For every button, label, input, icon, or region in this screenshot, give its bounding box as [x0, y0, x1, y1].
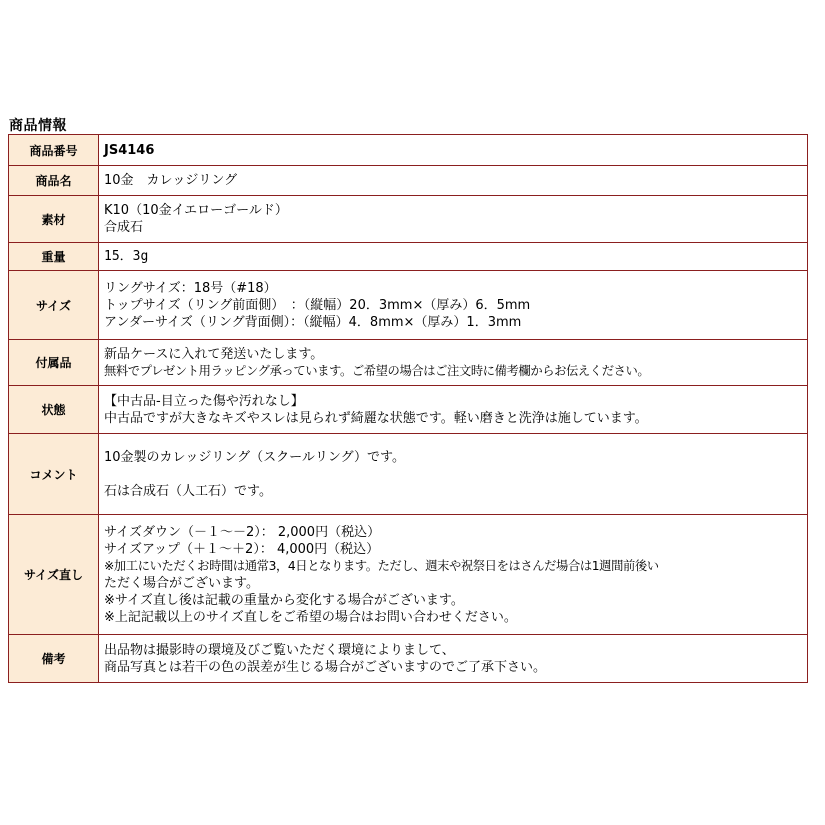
row-label: 重量 [9, 243, 99, 271]
condition-line: 中古品ですが大きなキズやスレは見られず綺麗な状態です。軽い磨きと洗浄は施しています。 [104, 410, 648, 426]
accessories-line: 新品ケースに入れて発送いたします。 [104, 346, 324, 362]
table-row-notes [9, 635, 808, 683]
row-value [99, 515, 808, 635]
row-label: 商品番号 [9, 135, 99, 166]
table-row-accessories [9, 340, 808, 386]
row-label: サイズ直し [9, 515, 99, 635]
blank-line [104, 466, 807, 483]
row-value [99, 166, 808, 196]
row-value [99, 196, 808, 243]
row-value [99, 243, 808, 271]
table-row-material [9, 196, 808, 243]
size-line: トップサイズ（リング前面側） ：（縦幅）20．3mm×（厚み）6．5mm [104, 297, 531, 313]
row-label: 商品名 [9, 166, 99, 196]
resize-line: ※サイズ直し後は記載の重量から変化する場合がございます。 [104, 592, 464, 608]
table-row-resize [9, 515, 808, 635]
row-label: 素材 [9, 196, 99, 243]
row-label: コメント [9, 434, 99, 515]
condition-line: 【中古品-目立った傷や汚れなし】 [104, 393, 304, 409]
weight-value: 15．3g [104, 249, 149, 264]
row-value [99, 635, 808, 683]
comment-line: 石は合成石（人工石）です。 [104, 483, 272, 499]
table-row-size [9, 271, 808, 340]
table-row-item-name [9, 166, 808, 196]
row-label: サイズ [9, 271, 99, 340]
accessories-line: 無料でプレゼント用ラッピング承っています。ご希望の場合はご注文時に備考欄からお伝えください。 [104, 363, 650, 378]
row-value [99, 386, 808, 434]
material-line: K10（10金イエローゴールド） [104, 203, 288, 218]
material-line: 合成石 [104, 220, 144, 235]
size-line: アンダーサイズ（リング背面側）：（縦幅）4．8mm×（厚み）1．3mm [104, 314, 522, 330]
table-row-comment [9, 434, 808, 515]
row-value [99, 135, 808, 166]
item-name-value: 10金 カレッジリング [104, 173, 238, 188]
table-row-condition [9, 386, 808, 434]
table-row-weight [9, 243, 808, 271]
resize-line: サイズアップ（＋１～＋2）： 4,000円（税込） [104, 541, 380, 557]
resize-line: サイズダウン（－１～－2）： 2,000円（税込） [104, 524, 381, 540]
product-info-table [8, 134, 808, 683]
row-value [99, 271, 808, 340]
table-row-item-number [9, 135, 808, 166]
item-number-value: JS4146 [104, 142, 155, 158]
row-label: 状態 [9, 386, 99, 434]
size-line: リングサイズ：18号（#18） [104, 280, 277, 296]
notes-line: 出品物は撮影時の環境及びご覧いただく環境によりまして、 [104, 642, 455, 658]
row-value [99, 434, 808, 515]
resize-line: ※加工にいただくお時間は通常3，4日となります。ただし、週末や祝祭日をはさんだ場合は1週間前後い [104, 558, 659, 573]
row-label: 付属品 [9, 340, 99, 386]
notes-line: 商品写真とは若干の色の誤差が生じる場合がございますのでご了承下さい。 [104, 659, 547, 675]
resize-line: ※上記記載以上のサイズ直しをご希望の場合はお問い合わせください。 [104, 609, 517, 625]
row-value [99, 340, 808, 386]
row-label: 備考 [9, 635, 99, 683]
comment-line: 10金製のカレッジリング（スクールリング）です。 [104, 449, 405, 465]
section-heading: 商品情報 [9, 118, 67, 134]
resize-line: ただく場合がございます。 [104, 575, 259, 591]
